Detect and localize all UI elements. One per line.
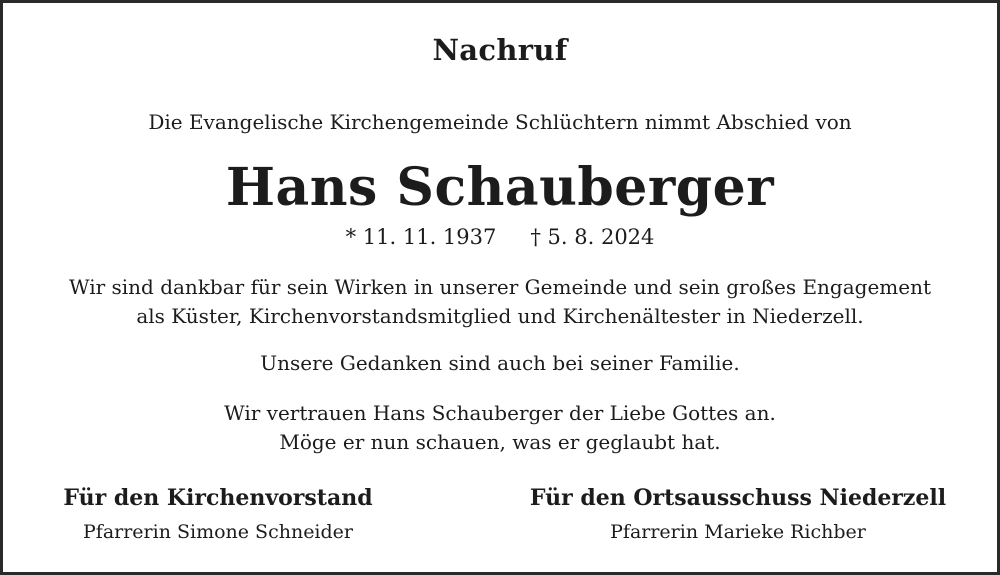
deceased-name: Hans Schauberger <box>225 157 775 218</box>
notice-heading: Nachruf <box>432 33 568 67</box>
gratitude-line: als Küster, Kirchenvorstandsmitglied und Kirchenältester in Niederzell. <box>136 304 864 328</box>
signature-title: Für den Kirchenvorstand <box>63 485 373 511</box>
signature-title: Für den Ortsausschuss Niederzell <box>529 485 947 511</box>
birth-date: * 11. 11. 1937 <box>345 225 497 249</box>
gratitude-paragraph <box>3 273 997 331</box>
signature-name: Pfarrerin Marieke Richber <box>610 521 866 543</box>
faith-paragraph <box>3 399 997 457</box>
gratitude-line: Wir sind dankbar für sein Wirken in unserer Gemeinde und sein großes Engagement <box>68 275 932 299</box>
intro-line: Die Evangelische Kirchengemeinde Schlüchtern nimmt Abschied von <box>148 110 852 134</box>
faith-line: Möge er nun schauen, was er geglaubt hat. <box>279 430 721 454</box>
death-date: † 5. 8. 2024 <box>530 225 655 249</box>
life-dates <box>3 225 997 249</box>
family-paragraph: Unsere Gedanken sind auch bei seiner Familie. <box>260 351 740 375</box>
faith-line: Wir vertrauen Hans Schauberger der Liebe Gottes an. <box>224 401 776 425</box>
signature-name: Pfarrerin Simone Schneider <box>83 521 353 543</box>
